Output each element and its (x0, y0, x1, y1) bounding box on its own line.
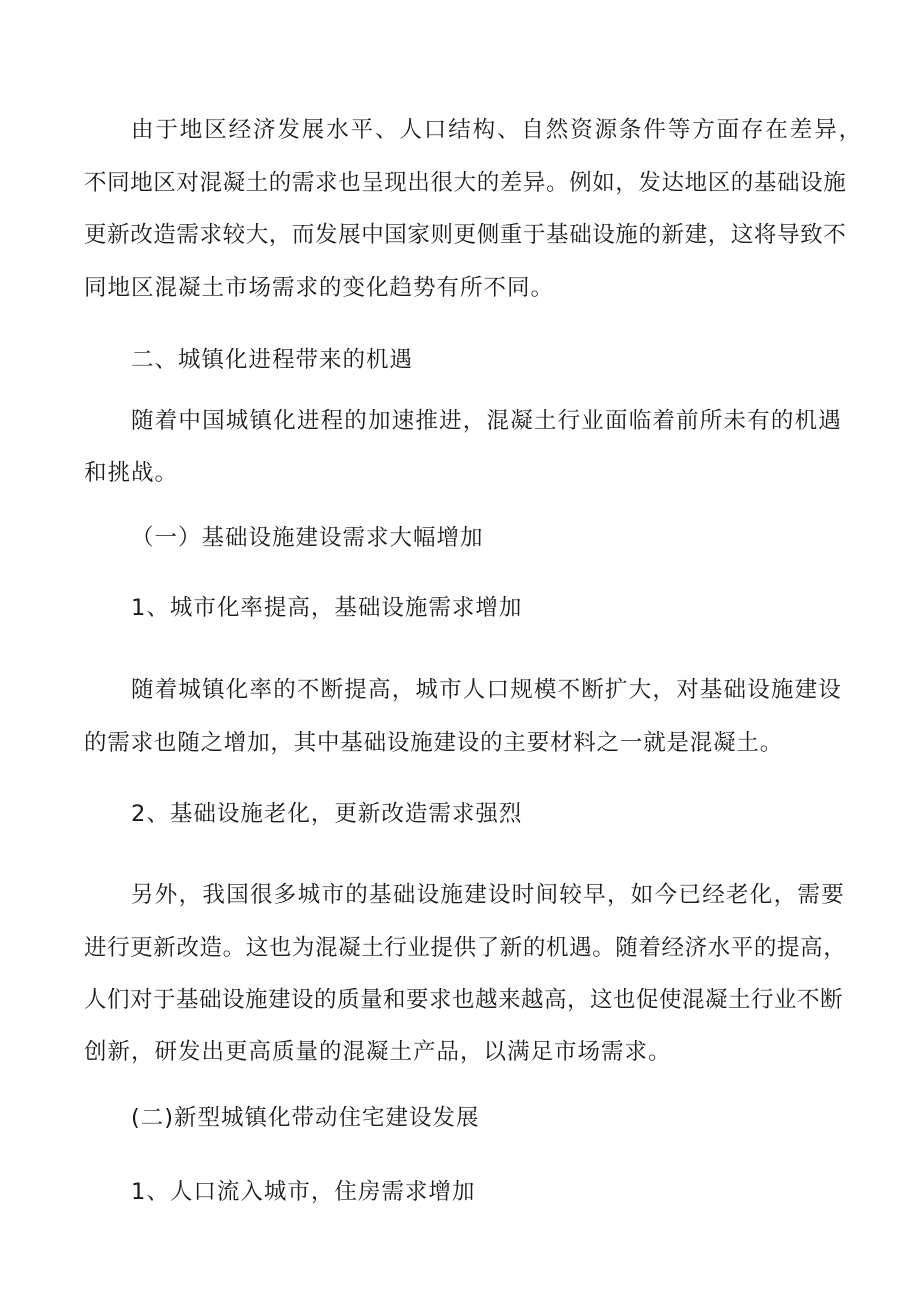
paragraph-line: 随着中国城镇化进程的加速推进，混凝土行业面临着前所未有的机遇 (131, 408, 843, 434)
paragraph-line: 另外，我国很多城市的基础设施建设时间较早，如今已经老化，需要 (131, 882, 846, 908)
paragraph-line: 进行更新改造。这也为混凝土行业提供了新的机遇。随着经济水平的提高， (84, 935, 847, 961)
paragraph-line: 由于地区经济发展水平、人口结构、自然资源条件等方面存在差异， (131, 117, 864, 143)
paragraph-line: 更新改造需求较大，而发展中国家则更侧重于基础设施的新建，这将导致不 (84, 222, 847, 248)
paragraph-line: 人们对于基础设施建设的质量和要求也越来越高，这也促使混凝土行业不断 (84, 987, 844, 1013)
section-heading: 二、城镇化进程带来的机遇 (131, 347, 414, 373)
paragraph-line: 同地区混凝土市场需求的变化趋势有所不同。 (84, 275, 555, 301)
item-heading: 2、基础设施老化，更新改造需求强烈 (131, 801, 523, 827)
paragraph-line: 随着城镇化率的不断提高，城市人口规模不断扩大，对基础设施建设 (131, 677, 843, 703)
paragraph-line: 和挑战。 (84, 460, 179, 486)
paragraph-line: 的需求也随之增加，其中基础设施建设的主要材料之一就是混凝土。 (84, 730, 784, 756)
paragraph-line: 创新，研发出更高质量的混凝土产品，以满足市场需求。 (84, 1039, 672, 1065)
subsection-heading: (二)新型城镇化带动住宅建设发展 (131, 1105, 480, 1131)
subsection-heading: （一）基础设施建设需求大幅增加 (131, 525, 484, 551)
paragraph-line: 不同地区对混凝土的需求也呈现出很大的差异。例如，发达地区的基础设施 (84, 170, 847, 196)
item-heading: 1、城市化率提高，基础设施需求增加 (131, 595, 523, 621)
item-heading: 1、人口流入城市，住房需求增加 (131, 1179, 476, 1205)
